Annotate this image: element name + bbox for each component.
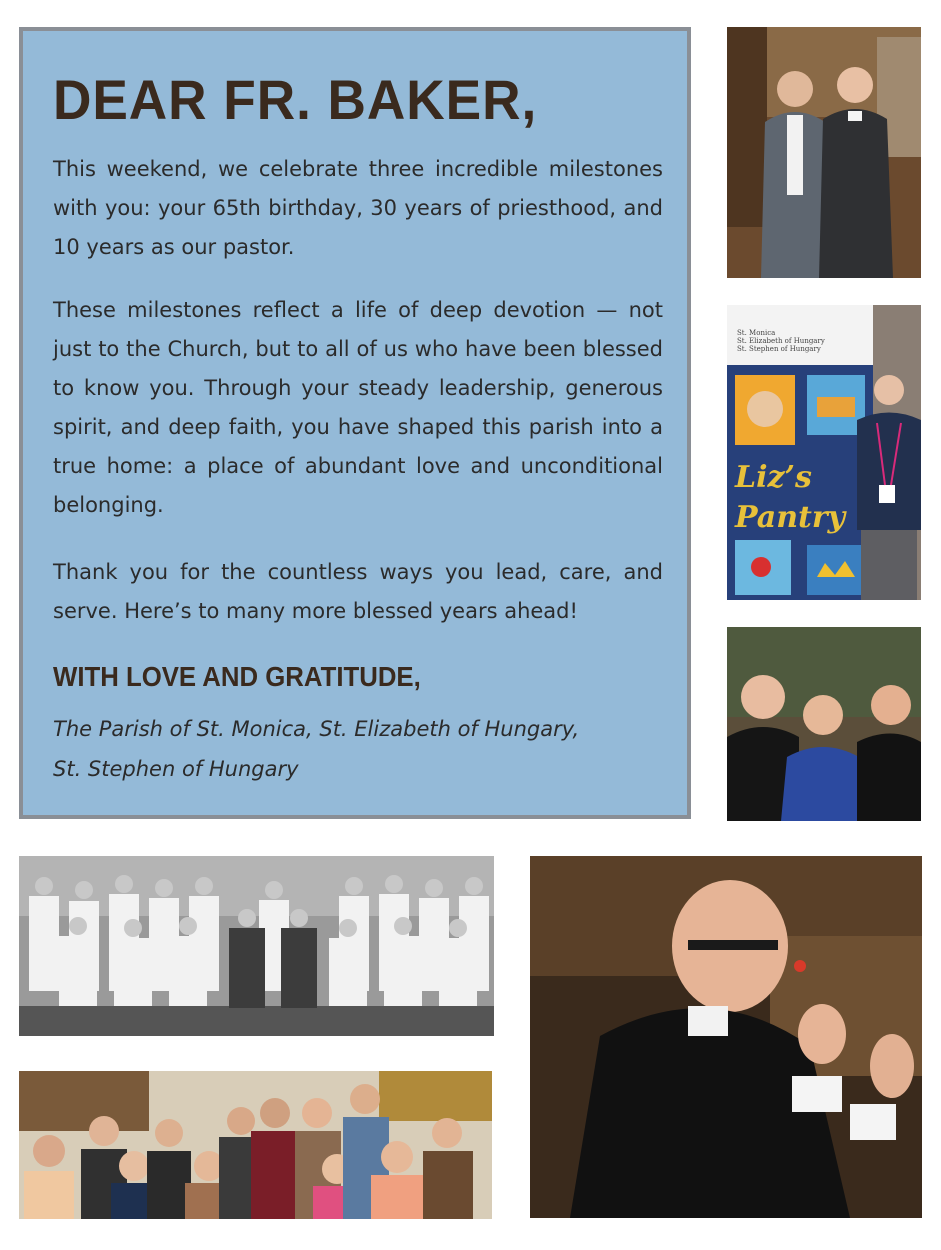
banner-header-line-3: St. Stephen of Hungary [737, 345, 821, 353]
letter-closing: WITH LOVE AND GRATITUDE, [53, 661, 421, 692]
photo-parish-group [19, 1071, 492, 1219]
banner-word-liz: Liz’s [735, 460, 812, 495]
photo-choir-group [19, 856, 494, 1036]
letter-paragraph-3: Thank you for the countless ways you lead, care, and serve. Here’s to many more blessed years ahead! [53, 560, 663, 623]
photo-priest-dancing [530, 856, 922, 1218]
banner-word-pantry: Pantry [735, 500, 846, 535]
signature-line-1: The Parish of St. Monica, St. Elizabeth of Hungary, [53, 717, 580, 741]
letter-panel [19, 27, 691, 819]
letter-paragraph-2: These milestones reflect a life of deep devotion — not just to the Church, but to all of us who have been blessed to know you. Through your steady leadership, generous spirit, and deep faith, you have shaped this parish into a true home: a place of abundant love and unconditional belonging. [53, 298, 663, 517]
letter-title: DEAR FR. BAKER, [53, 68, 538, 131]
banner-header-line-1: St. Monica [737, 329, 776, 337]
letter-signature [53, 709, 673, 789]
photo-two-priests [727, 27, 921, 278]
photo-pantry-banner [727, 305, 921, 600]
signature-line-2: St. Stephen of Hungary [53, 757, 299, 781]
banner-header [737, 329, 825, 353]
photo-three-people [727, 627, 921, 821]
letter-paragraph-1: This weekend, we celebrate three incredible milestones with you: your 65th birthday, 30 years of priesthood, and 10 years as our pastor. [53, 157, 663, 259]
banner-header-line-2: St. Elizabeth of Hungary [737, 337, 825, 345]
